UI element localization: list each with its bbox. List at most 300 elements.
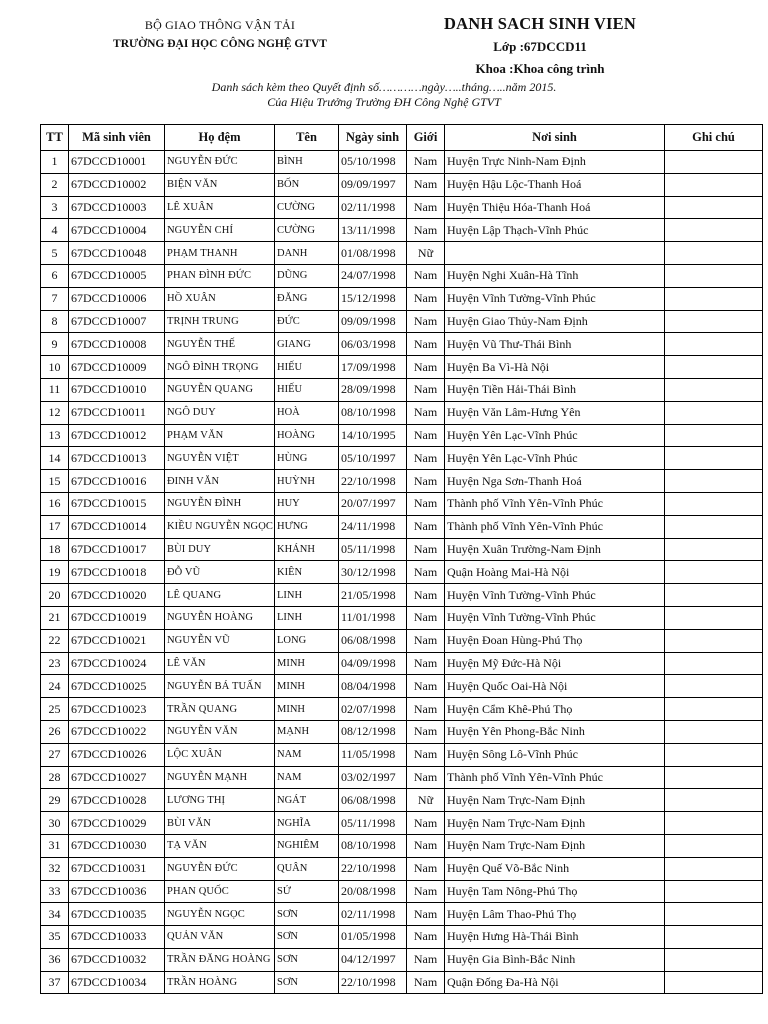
notes-cell: [665, 743, 763, 766]
first-name-cell: KIÊN: [275, 561, 339, 584]
gender-cell: Nam: [407, 880, 445, 903]
notes-cell: [665, 766, 763, 789]
table-row: [41, 333, 763, 356]
column-header-birth-date: Ngày sinh: [339, 125, 407, 151]
first-name-cell: BỐN: [275, 173, 339, 196]
row-number-cell: 27: [41, 743, 69, 766]
birthplace-cell: Huyện Gia Bình-Bắc Ninh: [445, 948, 665, 971]
table-row: [41, 356, 763, 379]
birth-date-cell: 22/10/1998: [339, 470, 407, 493]
first-name-cell: NAM: [275, 766, 339, 789]
gender-cell: Nam: [407, 766, 445, 789]
birthplace-cell: Huyện Yên Lạc-Vĩnh Phúc: [445, 424, 665, 447]
table-row: [41, 698, 763, 721]
student-id-cell: 67DCCD10048: [69, 242, 165, 265]
birthplace-cell: Huyện Nam Trực-Nam Định: [445, 789, 665, 812]
student-id-cell: 67DCCD10023: [69, 698, 165, 721]
gender-cell: Nam: [407, 515, 445, 538]
gender-cell: Nam: [407, 926, 445, 949]
row-number-cell: 22: [41, 629, 69, 652]
gender-cell: Nam: [407, 971, 445, 994]
row-number-cell: 24: [41, 675, 69, 698]
first-name-cell: GIANG: [275, 333, 339, 356]
first-name-cell: CƯỜNG: [275, 219, 339, 242]
notes-cell: [665, 378, 763, 401]
student-id-cell: 67DCCD10011: [69, 401, 165, 424]
student-id-cell: 67DCCD10016: [69, 470, 165, 493]
gender-cell: Nam: [407, 447, 445, 470]
first-name-cell: QUÂN: [275, 857, 339, 880]
birth-date-cell: 20/07/1997: [339, 492, 407, 515]
title-block: [420, 14, 660, 77]
notes-cell: [665, 447, 763, 470]
student-id-cell: 67DCCD10001: [69, 151, 165, 174]
table-row: [41, 492, 763, 515]
gender-cell: Nam: [407, 196, 445, 219]
middle-name-cell: PHAN ĐÌNH ĐỨC: [165, 264, 275, 287]
birthplace-cell: Huyện Hưng Hà-Thái Bình: [445, 926, 665, 949]
birthplace-cell: Huyện Yên Lạc-Vĩnh Phúc: [445, 447, 665, 470]
student-id-cell: 67DCCD10018: [69, 561, 165, 584]
birthplace-cell: Thành phố Vĩnh Yên-Vĩnh Phúc: [445, 492, 665, 515]
decision-note-line-1: Danh sách kèm theo Quyết định số…………ngày…..tháng…..năm 2015.: [211, 80, 557, 94]
birth-date-cell: 20/08/1998: [339, 880, 407, 903]
student-id-cell: 67DCCD10029: [69, 812, 165, 835]
first-name-cell: SƠN: [275, 926, 339, 949]
birth-date-cell: 11/05/1998: [339, 743, 407, 766]
birthplace-cell: Huyện Yên Phong-Bắc Ninh: [445, 720, 665, 743]
row-number-cell: 17: [41, 515, 69, 538]
student-id-cell: 67DCCD10020: [69, 584, 165, 607]
row-number-cell: 33: [41, 880, 69, 903]
birth-date-cell: 05/11/1998: [339, 812, 407, 835]
table-row: [41, 264, 763, 287]
birthplace-cell: Huyện Nam Trực-Nam Định: [445, 812, 665, 835]
birthplace-cell: Huyện Vĩnh Tường-Vĩnh Phúc: [445, 606, 665, 629]
notes-cell: [665, 287, 763, 310]
first-name-cell: HUY: [275, 492, 339, 515]
birth-date-cell: 06/03/1998: [339, 333, 407, 356]
student-id-cell: 67DCCD10013: [69, 447, 165, 470]
row-number-cell: 8: [41, 310, 69, 333]
middle-name-cell: LÊ QUANG: [165, 584, 275, 607]
birth-date-cell: 08/10/1998: [339, 834, 407, 857]
middle-name-cell: LƯƠNG THỊ: [165, 789, 275, 812]
first-name-cell: MINH: [275, 675, 339, 698]
student-id-cell: 67DCCD10006: [69, 287, 165, 310]
middle-name-cell: NGUYỄN VĂN: [165, 720, 275, 743]
table-row: [41, 675, 763, 698]
middle-name-cell: TẠ VĂN: [165, 834, 275, 857]
student-id-cell: 67DCCD10034: [69, 971, 165, 994]
middle-name-cell: NGUYỄN ĐỨC: [165, 151, 275, 174]
row-number-cell: 3: [41, 196, 69, 219]
table-row: [41, 561, 763, 584]
decision-note-line-2: Của Hiệu Trưởng Trường ĐH Công Nghệ GTVT: [267, 95, 501, 109]
notes-cell: [665, 470, 763, 493]
notes-cell: [665, 629, 763, 652]
birth-date-cell: 06/08/1998: [339, 789, 407, 812]
first-name-cell: HIẾU: [275, 378, 339, 401]
birthplace-cell: Huyện Giao Thủy-Nam Định: [445, 310, 665, 333]
row-number-cell: 21: [41, 606, 69, 629]
first-name-cell: NGHIÊM: [275, 834, 339, 857]
table-row: [41, 834, 763, 857]
birth-date-cell: 09/09/1998: [339, 310, 407, 333]
middle-name-cell: NGUYỄN ĐÌNH: [165, 492, 275, 515]
middle-name-cell: NGUYỄN QUANG: [165, 378, 275, 401]
middle-name-cell: NGUYỄN ĐỨC: [165, 857, 275, 880]
gender-cell: Nam: [407, 173, 445, 196]
gender-cell: Nam: [407, 401, 445, 424]
notes-cell: [665, 151, 763, 174]
gender-cell: Nam: [407, 470, 445, 493]
middle-name-cell: PHAN QUỐC: [165, 880, 275, 903]
birthplace-cell: Huyện Nga Sơn-Thanh Hoá: [445, 470, 665, 493]
birth-date-cell: 21/05/1998: [339, 584, 407, 607]
table-row: [41, 948, 763, 971]
gender-cell: Nam: [407, 675, 445, 698]
middle-name-cell: NGUYỄN CHÍ: [165, 219, 275, 242]
notes-cell: [665, 880, 763, 903]
birthplace-cell: Huyện Nam Trực-Nam Định: [445, 834, 665, 857]
middle-name-cell: NGUYỄN HOÀNG: [165, 606, 275, 629]
middle-name-cell: PHẠM THANH: [165, 242, 275, 265]
notes-cell: [665, 926, 763, 949]
student-id-cell: 67DCCD10032: [69, 948, 165, 971]
first-name-cell: HIẾU: [275, 356, 339, 379]
notes-cell: [665, 173, 763, 196]
middle-name-cell: TRỊNH TRUNG: [165, 310, 275, 333]
notes-cell: [665, 561, 763, 584]
birth-date-cell: 17/09/1998: [339, 356, 407, 379]
birthplace-cell: Huyện Tiền Hải-Thái Bình: [445, 378, 665, 401]
middle-name-cell: NGUYỄN VŨ: [165, 629, 275, 652]
first-name-cell: HÙNG: [275, 447, 339, 470]
column-header-middle-name: Họ đệm: [165, 125, 275, 151]
row-number-cell: 32: [41, 857, 69, 880]
notes-cell: [665, 903, 763, 926]
student-table: [40, 124, 763, 994]
notes-cell: [665, 834, 763, 857]
row-number-cell: 31: [41, 834, 69, 857]
first-name-cell: CƯỜNG: [275, 196, 339, 219]
birth-date-cell: 11/01/1998: [339, 606, 407, 629]
table-row: [41, 812, 763, 835]
ministry-name: BỘ GIAO THÔNG VẬN TẢI: [144, 18, 296, 32]
gender-cell: Nam: [407, 561, 445, 584]
first-name-cell: SƠN: [275, 948, 339, 971]
gender-cell: Nam: [407, 606, 445, 629]
birthplace-cell: Thành phố Vĩnh Yên-Vĩnh Phúc: [445, 515, 665, 538]
birthplace-cell: Huyện Cẩm Khê-Phú Thọ: [445, 698, 665, 721]
middle-name-cell: LÊ XUÂN: [165, 196, 275, 219]
birth-date-cell: 08/10/1998: [339, 401, 407, 424]
table-row: [41, 401, 763, 424]
first-name-cell: HƯNG: [275, 515, 339, 538]
student-id-cell: 67DCCD10012: [69, 424, 165, 447]
first-name-cell: SỬ: [275, 880, 339, 903]
notes-cell: [665, 948, 763, 971]
student-id-cell: 67DCCD10025: [69, 675, 165, 698]
first-name-cell: HOÀ: [275, 401, 339, 424]
birth-date-cell: 02/11/1998: [339, 903, 407, 926]
gender-cell: Nữ: [407, 789, 445, 812]
gender-cell: Nam: [407, 356, 445, 379]
birth-date-cell: 15/12/1998: [339, 287, 407, 310]
table-row: [41, 789, 763, 812]
notes-cell: [665, 515, 763, 538]
gender-cell: Nam: [407, 948, 445, 971]
column-header-birthplace: Nơi sinh: [445, 125, 665, 151]
row-number-cell: 35: [41, 926, 69, 949]
notes-cell: [665, 652, 763, 675]
gender-cell: Nam: [407, 720, 445, 743]
middle-name-cell: HỒ XUÂN: [165, 287, 275, 310]
gender-cell: Nam: [407, 219, 445, 242]
student-id-cell: 67DCCD10027: [69, 766, 165, 789]
table-row: [41, 515, 763, 538]
table-row: [41, 219, 763, 242]
student-id-cell: 67DCCD10003: [69, 196, 165, 219]
student-id-cell: 67DCCD10002: [69, 173, 165, 196]
table-row: [41, 151, 763, 174]
birthplace-cell: Huyện Sông Lô-Vĩnh Phúc: [445, 743, 665, 766]
notes-cell: [665, 356, 763, 379]
student-id-cell: 67DCCD10024: [69, 652, 165, 675]
birth-date-cell: 04/12/1997: [339, 948, 407, 971]
gender-cell: Nam: [407, 652, 445, 675]
birthplace-cell: Huyện Văn Lâm-Hưng Yên: [445, 401, 665, 424]
notes-cell: [665, 264, 763, 287]
middle-name-cell: NGÔ ĐÌNH TRỌNG: [165, 356, 275, 379]
notes-cell: [665, 219, 763, 242]
middle-name-cell: BIỆN VĂN: [165, 173, 275, 196]
notes-cell: [665, 812, 763, 835]
student-id-cell: 67DCCD10017: [69, 538, 165, 561]
first-name-cell: HUỲNH: [275, 470, 339, 493]
class-line: Lớp :67DCCD11: [493, 39, 587, 54]
table-row: [41, 652, 763, 675]
row-number-cell: 14: [41, 447, 69, 470]
table-row: [41, 629, 763, 652]
row-number-cell: 5: [41, 242, 69, 265]
row-number-cell: 29: [41, 789, 69, 812]
birth-date-cell: 28/09/1998: [339, 378, 407, 401]
table-row: [41, 470, 763, 493]
notes-cell: [665, 492, 763, 515]
birth-date-cell: 08/12/1998: [339, 720, 407, 743]
middle-name-cell: PHẠM VĂN: [165, 424, 275, 447]
table-row: [41, 926, 763, 949]
issuer-block: [80, 18, 360, 50]
table-row: [41, 310, 763, 333]
birthplace-cell: Huyện Quế Võ-Bắc Ninh: [445, 857, 665, 880]
student-id-cell: 67DCCD10009: [69, 356, 165, 379]
notes-cell: [665, 606, 763, 629]
gender-cell: Nam: [407, 424, 445, 447]
gender-cell: Nam: [407, 584, 445, 607]
notes-cell: [665, 971, 763, 994]
birthplace-cell: Thành phố Vĩnh Yên-Vĩnh Phúc: [445, 766, 665, 789]
first-name-cell: LINH: [275, 584, 339, 607]
gender-cell: Nam: [407, 812, 445, 835]
gender-cell: Nam: [407, 698, 445, 721]
notes-cell: [665, 584, 763, 607]
birthplace-cell: Huyện Xuân Trường-Nam Định: [445, 538, 665, 561]
table-row: [41, 584, 763, 607]
first-name-cell: SƠN: [275, 971, 339, 994]
row-number-cell: 37: [41, 971, 69, 994]
notes-cell: [665, 333, 763, 356]
gender-cell: Nam: [407, 834, 445, 857]
first-name-cell: NGÁT: [275, 789, 339, 812]
table-body: [41, 151, 763, 994]
student-id-cell: 67DCCD10035: [69, 903, 165, 926]
birthplace-cell: Huyện Hậu Lộc-Thanh Hoá: [445, 173, 665, 196]
gender-cell: Nam: [407, 264, 445, 287]
gender-cell: Nam: [407, 333, 445, 356]
first-name-cell: NGHĨA: [275, 812, 339, 835]
row-number-cell: 7: [41, 287, 69, 310]
decision-note: [0, 80, 768, 110]
middle-name-cell: NGUYỄN VIỆT: [165, 447, 275, 470]
table-header-row: [41, 125, 763, 151]
first-name-cell: DŨNG: [275, 264, 339, 287]
notes-cell: [665, 720, 763, 743]
first-name-cell: MINH: [275, 698, 339, 721]
birth-date-cell: 24/07/1998: [339, 264, 407, 287]
gender-cell: Nam: [407, 287, 445, 310]
table-row: [41, 743, 763, 766]
student-id-cell: 67DCCD10036: [69, 880, 165, 903]
row-number-cell: 13: [41, 424, 69, 447]
middle-name-cell: QUẢN VĂN: [165, 926, 275, 949]
birthplace-cell: Huyện Quốc Oai-Hà Nội: [445, 675, 665, 698]
middle-name-cell: ĐỖ VŨ: [165, 561, 275, 584]
birth-date-cell: 22/10/1998: [339, 971, 407, 994]
birth-date-cell: 03/02/1997: [339, 766, 407, 789]
birth-date-cell: 02/11/1998: [339, 196, 407, 219]
gender-cell: Nam: [407, 903, 445, 926]
first-name-cell: ĐĂNG: [275, 287, 339, 310]
student-id-cell: 67DCCD10005: [69, 264, 165, 287]
first-name-cell: HOÀNG: [275, 424, 339, 447]
middle-name-cell: KIỀU NGUYỄN NGỌC: [165, 515, 275, 538]
notes-cell: [665, 196, 763, 219]
row-number-cell: 1: [41, 151, 69, 174]
gender-cell: Nữ: [407, 242, 445, 265]
row-number-cell: 11: [41, 378, 69, 401]
row-number-cell: 9: [41, 333, 69, 356]
column-header-gender: Giới: [407, 125, 445, 151]
birthplace-cell: Huyện Lập Thạch-Vĩnh Phúc: [445, 219, 665, 242]
birth-date-cell: 05/10/1997: [339, 447, 407, 470]
gender-cell: Nam: [407, 538, 445, 561]
table-row: [41, 242, 763, 265]
birth-date-cell: 04/09/1998: [339, 652, 407, 675]
row-number-cell: 2: [41, 173, 69, 196]
notes-cell: [665, 424, 763, 447]
table-row: [41, 606, 763, 629]
birthplace-cell: Huyện Vĩnh Tường-Vĩnh Phúc: [445, 287, 665, 310]
table-row: [41, 766, 763, 789]
gender-cell: Nam: [407, 743, 445, 766]
birthplace-cell: Huyện Vũ Thư-Thái Bình: [445, 333, 665, 356]
table-row: [41, 378, 763, 401]
notes-cell: [665, 401, 763, 424]
first-name-cell: LINH: [275, 606, 339, 629]
gender-cell: Nam: [407, 378, 445, 401]
student-id-cell: 67DCCD10019: [69, 606, 165, 629]
gender-cell: Nam: [407, 151, 445, 174]
middle-name-cell: LỘC XUÂN: [165, 743, 275, 766]
table-row: [41, 880, 763, 903]
birth-date-cell: 13/11/1998: [339, 219, 407, 242]
birthplace-cell: Huyện Lâm Thao-Phú Thọ: [445, 903, 665, 926]
middle-name-cell: NGUYỄN NGỌC: [165, 903, 275, 926]
middle-name-cell: TRẦN ĐĂNG HOÀNG: [165, 948, 275, 971]
middle-name-cell: ĐINH VĂN: [165, 470, 275, 493]
birthplace-cell: Huyện Tam Nông-Phú Thọ: [445, 880, 665, 903]
row-number-cell: 23: [41, 652, 69, 675]
birth-date-cell: 01/05/1998: [339, 926, 407, 949]
table-row: [41, 447, 763, 470]
middle-name-cell: TRẦN QUANG: [165, 698, 275, 721]
birthplace-cell: Huyện Mỹ Đức-Hà Nội: [445, 652, 665, 675]
birthplace-cell: Huyện Đoan Hùng-Phú Thọ: [445, 629, 665, 652]
birthplace-cell: [445, 242, 665, 265]
row-number-cell: 25: [41, 698, 69, 721]
notes-cell: [665, 857, 763, 880]
table-row: [41, 720, 763, 743]
birth-date-cell: 02/07/1998: [339, 698, 407, 721]
notes-cell: [665, 242, 763, 265]
row-number-cell: 26: [41, 720, 69, 743]
row-number-cell: 34: [41, 903, 69, 926]
student-id-cell: 67DCCD10031: [69, 857, 165, 880]
gender-cell: Nam: [407, 310, 445, 333]
student-id-cell: 67DCCD10022: [69, 720, 165, 743]
birth-date-cell: 08/04/1998: [339, 675, 407, 698]
row-number-cell: 16: [41, 492, 69, 515]
first-name-cell: LONG: [275, 629, 339, 652]
birth-date-cell: 22/10/1998: [339, 857, 407, 880]
row-number-cell: 30: [41, 812, 69, 835]
birthplace-cell: Huyện Vĩnh Tường-Vĩnh Phúc: [445, 584, 665, 607]
birth-date-cell: 06/08/1998: [339, 629, 407, 652]
first-name-cell: KHÁNH: [275, 538, 339, 561]
student-id-cell: 67DCCD10028: [69, 789, 165, 812]
middle-name-cell: BÙI VĂN: [165, 812, 275, 835]
first-name-cell: ĐỨC: [275, 310, 339, 333]
row-number-cell: 12: [41, 401, 69, 424]
student-id-cell: 67DCCD10007: [69, 310, 165, 333]
notes-cell: [665, 310, 763, 333]
row-number-cell: 18: [41, 538, 69, 561]
column-header-student-id: Mã sinh viên: [69, 125, 165, 151]
row-number-cell: 19: [41, 561, 69, 584]
table-row: [41, 538, 763, 561]
first-name-cell: SƠN: [275, 903, 339, 926]
middle-name-cell: LÊ VĂN: [165, 652, 275, 675]
middle-name-cell: BÙI DUY: [165, 538, 275, 561]
student-id-cell: 67DCCD10010: [69, 378, 165, 401]
faculty-line: Khoa :Khoa công trình: [475, 61, 605, 76]
notes-cell: [665, 698, 763, 721]
birth-date-cell: 01/08/1998: [339, 242, 407, 265]
birth-date-cell: 24/11/1998: [339, 515, 407, 538]
